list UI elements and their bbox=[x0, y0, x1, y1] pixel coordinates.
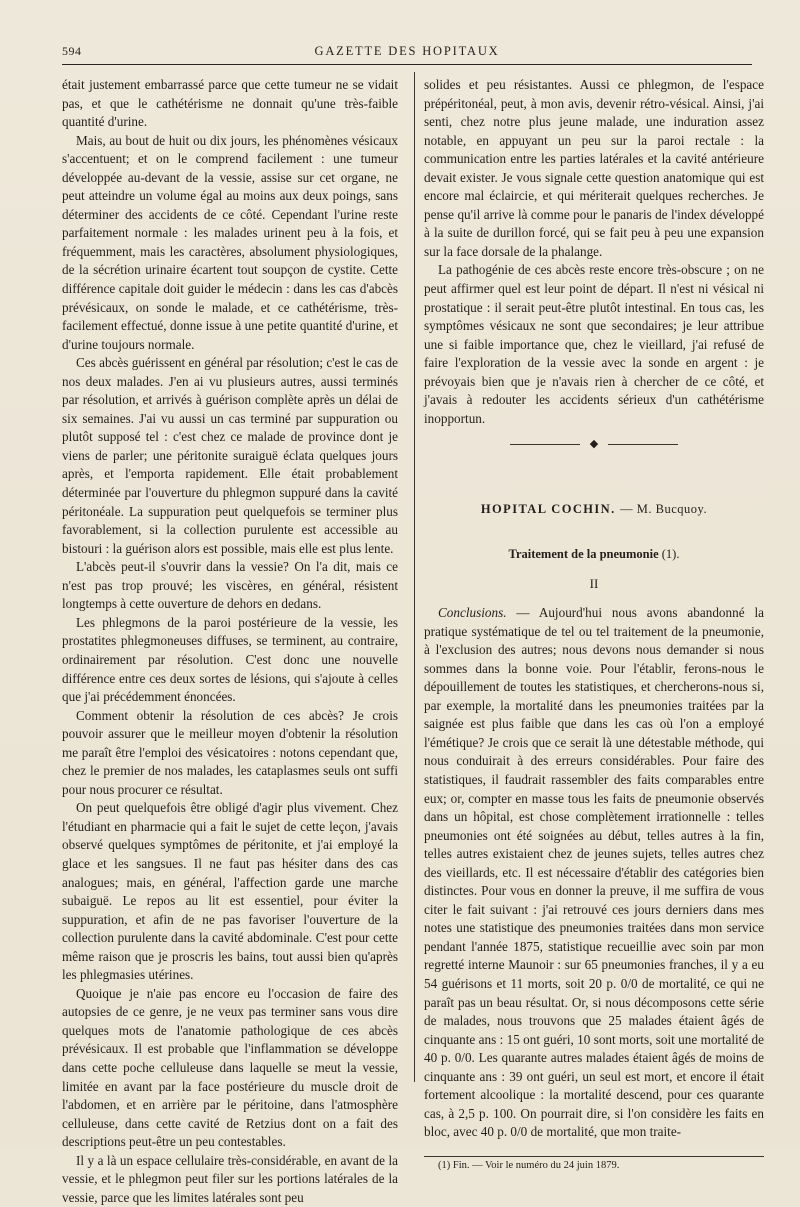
paragraph: Mais, au bout de huit ou dix jours, les phénomènes vésicaux s'accentuent; et on le comprend facilement : une tumeur développée au-devant de la vessie, assise sur cet organe, ne peut atteindre un volume égal au moins aux deux poings, sans déterminer des accidents de ce côté. Cependant l'urine reste parfaitement normale : les malades urinent peu à la fois, et fréquemment, mais les caractères, absolument physiologiques, de la sécrétion urinaire écartent tout soupçon de cystite. Cette différence capitale doit guider le médecin : dans les cas d'abcès prévésicaux, on sonde le malade, et ce cathétérisme, très-facilement effectué, donne issue à une petite quantité d'urine, et d'urine toujours normale. bbox=[62, 132, 398, 352]
hospital-name: HOPITAL COCHIN. bbox=[480, 502, 616, 517]
page-number: 594 bbox=[62, 44, 82, 58]
part-number: II bbox=[589, 576, 599, 592]
paragraph: On peut quelquefois être obligé d'agir plus vivement. Chez l'étudiant en pharmacie qui a fait le sujet de cette leçon, j'avais observé quelques symptômes de péritonite, et j'ai employé la glace et les sangsues. Il ne faut pas hésiter dans des cas analogues; mais, en général, l'affection garde une marche subaiguë. Le repos au lit est essentiel, pour éviter la suppuration, et afin de ne pas favoriser l'ouverture de la collection purulente dans la cavité abdominale. C'est pour cette même raison que je proscris les bains, tout aussi bien qu'après les phlegmasies utérines. bbox=[62, 800, 398, 983]
journal-title: GAZETTE DES HOPITAUX bbox=[314, 44, 500, 58]
doctor-name: — M. Bucquoy. bbox=[620, 502, 708, 517]
article-title-text: Traitement de la pneumonie bbox=[508, 546, 659, 561]
paragraph: Il y a là un espace cellulaire très-considérable, en avant de la vessie, et le phlegmon peut filer sur les portions latérales de la vessie, parce que les limites latérales sont peu bbox=[62, 1152, 398, 1205]
paragraph: Les phlegmons de la paroi postérieure de la vessie, les prostatites phlegmoneuses diffuses, se terminent, au contraire, ordinairement par résolution. C'est donc une nouvelle différence entre ces deux sortes de lésions, qui s'ajoute à celles que j'ai précédemment énoncées. bbox=[62, 614, 398, 705]
column-divider bbox=[414, 72, 415, 1082]
page-header bbox=[62, 40, 752, 62]
header-rule bbox=[62, 64, 752, 65]
conclusions-label: Conclusions. bbox=[438, 605, 507, 621]
paragraph: L'abcès peut-il s'ouvrir dans la vessie? On l'a dit, mais ce n'est pas trop prouvé; les viscères, en général, résistent longtemps à cette ouverture de dehors en dedans. bbox=[62, 559, 398, 612]
paragraph: La pathogénie de ces abcès reste encore très-obscure ; on ne peut affirmer quel est leur point de départ. Il n'est ni vésical ni prostatique : il serait peut-être plutôt intestinal. En tous cas, les symptômes vésicaux ne sont que secondaires; je leur attribue une si faible importance que, chez le vieillard, j'ai refusé de faire l'exploration de la vessie avec la sonde en argent : je prévoyais bien que je n'avais rien à chercher de ce côté, et j'avais à redouter les accidents sérieux d'un cathétérisme inopportun. bbox=[424, 262, 764, 426]
article-title bbox=[424, 545, 764, 564]
right-column bbox=[424, 76, 764, 1175]
paragraph: solides et peu résistantes. Aussi ce phlegmon, de l'espace prépéritonéal, peut, à mon avis, devenir rétro-vésical. Ainsi, j'ai senti, chez notre plus jeune malade, une induration assez notable, en appuyant un peu sur la paroi rectale : la communication entre les parties latérales et la cavité antérieure devait exister. Je vous signale cette question anatomique qui est encore mal éclaircie, et qui mériterait quelques recherches. Je pense qu'il arrive là comme pour le panaris de l'index développé à la suite de durillon forcé, qui se fait peu à peu une expansion sur la face dorsale de la phalange. bbox=[424, 77, 764, 259]
paragraph bbox=[424, 604, 764, 1142]
section-separator bbox=[424, 432, 764, 458]
paragraph: Comment obtenir la résolution de ces abcès? Je crois pouvoir assurer que le meilleur moyen d'obtenir la résolution me paraît être l'emploi des vésicatoires : notons cependant que, chez le premier de nos malades, les cataplasmes seuls ont suffi pour nous procurer ce résultat. bbox=[62, 707, 398, 797]
separator-ornament-icon: ◆ bbox=[589, 438, 599, 451]
section-heading bbox=[424, 500, 764, 519]
paragraph: Quoique je n'aie pas encore eu l'occasion de faire des autopsies de ce genre, je ne veux pas terminer sans vous dire quelques mots de l'anatomie pathologique de ces abcès prévésicaux. Il est probable que l'inflammation se développe dans cette poche celluleuse dans laquelle se meut la vessie, limitée en avant par la face postérieure du muscle droit de l'abdomen, et en arrière par le péritoine, dans l'atmosphère celluleuse, dans cette cavité de Retzius dont on a fait des descriptions peut-être un peu contestables. bbox=[62, 985, 398, 1150]
left-column bbox=[62, 76, 398, 1207]
conclusions-text: — Aujourd'hui nous avons abandonné la pratique systématique de tel ou tel traitement de la pneumonie, à l'exclusion des autres; nous devons nous demander si nous sommes dans la bonne voie. Pour l'établir, ferons-nous le dépouillement de toutes les statistiques, et chercherons-nous si, par exemple, la mortalité dans les pneumonies traitées par la saignée est plus faible que dans les cas où l'on a employé l'émétique? Je crois que ce serait là une détestable méthode, qui nous conduirait à des erreurs considérables. Pour faire des statistiques, il faudrait rassembler des faits comparables entre eux; or, compter en masse tous les faits de pneumonie observés dans un hôpital, est chose complètement irrationnelle : telles pneumonies ont été soignées au début, telles autres à la fin, telles autres existaient chez de jeunes sujets, telles autres chez des vieillards, etc. Il est nécessaire d'établir des catégories bien distinctes. Pour vous en donner la preuve, il me suffira de vous citer le fait suivant : j'ai retrouvé ces jours derniers dans mes notes une statistique des pneumonies traitées dans mon service pendant l'année 1875, statistique recueillie avec soin par mon regretté interne Maunoir : sur 65 pneumonies franches, il y a eu 54 guérisons et 11 morts, soit 20 p. 0/0 de mortalité, ce qui ne paraît pas un beau résultat. Or, si nous décomposons cette série de malades, nous trouvons que 25 malades étaient âgés de cinquante ans : 15 ont guéri, 10 sont morts, soit une mortalité de 40 p. 0/0. Les quarante autres malades étaient âgés de moins de cinquante ans : 39 ont guéri, un seul est mort, et encore il était fortement alcoolique : la mortalité descend, pour ces quarante cas, à 2,5 p. 100. On pourrait dire, si l'on considère les faits en bloc, avec 40 p. 0/0 de mortalité, que mon traite- bbox=[424, 605, 764, 1140]
footnote: (1) Fin. — Voir le numéro du 24 juin 1879. bbox=[438, 1159, 620, 1171]
paragraph: Ces abcès guérissent en général par résolution; c'est le cas de nos deux malades. J'en ai vu plusieurs autres, aussi terminés par résolution, et arrivés à guérison complète après un délai de six semaines. J'ai vu aussi un cas terminé par suppuration ou plutôt supposé tel : c'est chez ce malade de province dont je viens de parler; une péritonite suraiguë éclata quelques jours après, et l'emporta rapidement. Elle était probablement déterminée par l'ouverture du phlegmon suppuré dans la cavité péritonéale. La suppuration peut quelquefois se terminer plus favorablement, si la collection purulente est accessible au bistouri : la guérison alors est possible, mais elle est plus lente. bbox=[62, 355, 398, 556]
footnote-ref: (1). bbox=[661, 546, 680, 561]
paragraph: était justement embarrassé parce que cette tumeur ne se vidait pas, et que le cathétérisme ne donnait qu'une très-faible quantité d'urine. bbox=[62, 77, 398, 130]
